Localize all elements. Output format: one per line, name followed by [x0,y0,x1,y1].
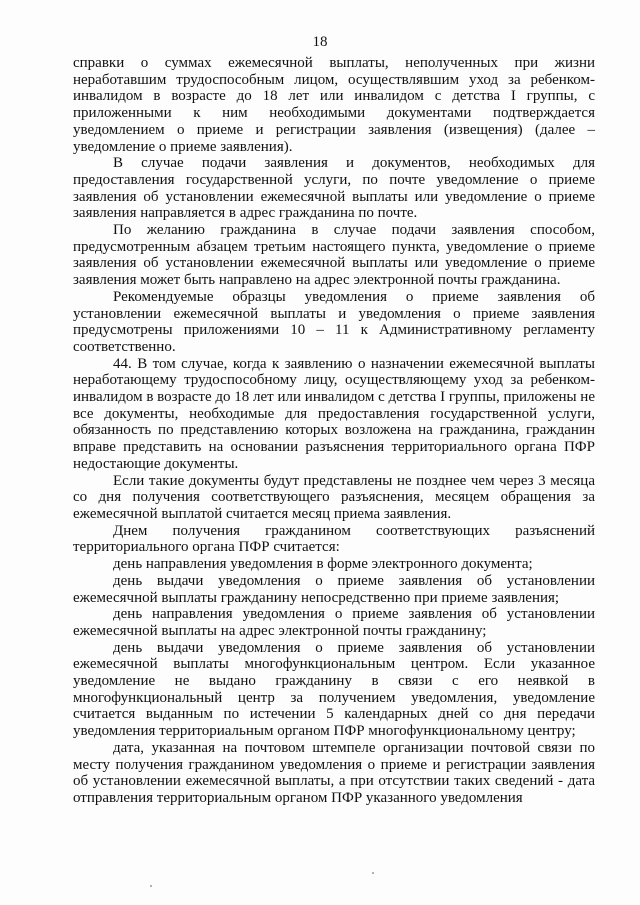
paragraph-mail-notification: В случае подачи заявления и документов, необходимых для предоставления государственной услуги, по почте уведомление о приеме заявления об установлении ежемесячной выплаты или уведомление о приеме заявления направляется в адрес гражданина по почте. [73,155,595,222]
paragraph-issue-at-reception: день выдачи уведомления о приеме заявления об установлении ежемесячной выплаты гражданину непосредственно при приеме заявления; [73,572,595,606]
paragraph-day-of-receipt: Днем получения гражданином соответствующих разъяснений территориального органа ПФР считается: [73,522,595,556]
scan-speck [372,872,374,874]
document-body [73,55,595,807]
paragraph-continuation: справки о суммах ежемесячной выплаты, неполученных при жизни неработавшим трудоспособным лицом, осуществлявшим уход за ребенком-инвалидом в возрасте до 18 лет или инвалидом с детства I группы, с приложенными к ним необходимыми документами подтверждается уведомлением о приеме и регистрации заявления (извещения) (далее – уведомление о приеме заявления). [73,55,595,155]
paragraph-email-notification: По желанию гражданина в случае подачи заявления способом, предусмотренным абзацем третьим настоящего пункта, уведомление о приеме заявления об установлении ежемесячной выплаты или уведомление о приеме заявления может быть направлено на адрес электронной почты гражданина. [73,222,595,289]
paragraph-postmark: дата, указанная на почтовом штемпеле организации почтовой связи по месту получения гражданином уведомления о приеме и регистрации заявления об установлении ежемесячной выплаты, а при отсутствии таких сведений - дата отправления территориальным органом ПФР указанного уведомления [73,739,595,806]
paragraph-item-44: 44. В том случае, когда к заявлению о назначении ежемесячной выплаты неработающему трудоспособному лицу, осуществляющему уход за ребенком-инвалидом в возрасте до 18 лет или инвалидом с детства I группы, приложены не все документы, необходимые для предоставления государственной услуги, обязанность по представлению которых возложена на гражданина, гражданин вправе представить на основании разъяснения территориального органа ПФР недостающие документы. [73,355,595,472]
paragraph-electronic-document: день направления уведомления в форме электронного документа; [113,556,533,573]
scan-speck [150,885,152,887]
paragraph-email-address: день направления уведомления о приеме заявления об установлении ежемесячной выплаты на адрес электронной почты гражданину; [73,606,595,639]
page-number: 18 [312,34,328,50]
paragraph-three-months: Если такие документы будут представлены не позднее чем через 3 месяца со дня получения соответствующего разъяснения, месяцем обращения за ежемесячной выплатой считается месяц приема заявления. [73,472,595,522]
paragraph-recommended-forms: Рекомендуемые образцы уведомления о приеме заявления об установлении ежемесячной выплаты и уведомления о приеме заявления предусмотрены приложениями 10 – 11 к Административному регламенту соответственно. [73,288,595,355]
paragraph-mfc: день выдачи уведомления о приеме заявления об установлении ежемесячной выплаты многофункциональным центром. Если указанное уведомление не выдано гражданину в связи с его неявкой в многофункциональный центр за получением уведомления, уведомление считается выданным по истечении 5 календарных дней со дня передачи уведомления территориальным органом ПФР многофункциональному центру; [73,639,595,740]
